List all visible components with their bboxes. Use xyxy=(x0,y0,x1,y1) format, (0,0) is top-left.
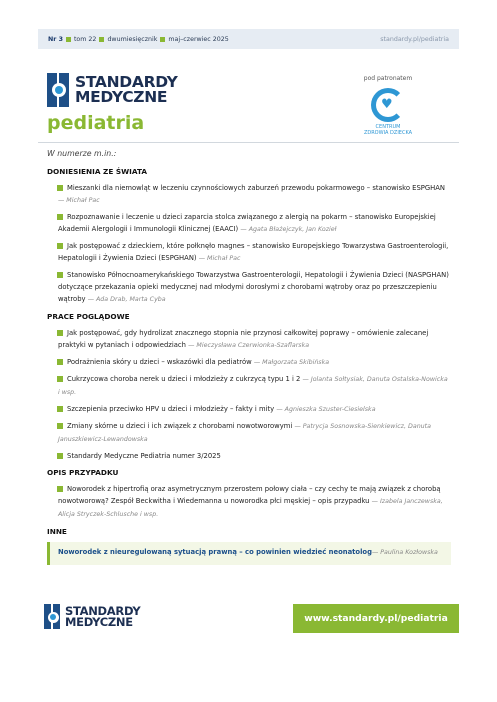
patron-name-line2: ZDROWIA DZIECKA xyxy=(363,130,413,136)
bullet-square-icon xyxy=(57,214,63,220)
section-title: PRACE POGLĄDOWE xyxy=(47,312,130,321)
patronage xyxy=(355,75,421,136)
logo-text: STANDARDY MEDYCZNE xyxy=(75,73,178,106)
bullet-square-icon xyxy=(57,185,63,191)
divider xyxy=(38,142,459,143)
patronage-label: pod patronatem xyxy=(363,75,413,82)
bullet-square-icon xyxy=(57,272,63,278)
site-link[interactable]: standardy.pl/pediatria xyxy=(380,35,449,43)
intro-text: W numerze m.in.: xyxy=(47,149,117,158)
list-item[interactable]: Mieszanki dla niemowląt w leczeniu czynnościowych zaburzeń przewodu pokarmowego – stanowisko ESPGHAN — Michał Pac xyxy=(58,184,446,204)
bullet-square-icon xyxy=(57,243,63,249)
section-title: OPIS PRZYPADKU xyxy=(47,468,119,477)
issue-info xyxy=(48,36,229,43)
journal-title: pediatria xyxy=(47,112,145,134)
list-item[interactable]: Stanowisko Północnoamerykańskiego Towarzystwa Gastroenterologii, Hepatologii i Żywienia Dzieci (NASPGHAN) dotyczące przekazania opieki medycznej nad młodymi dorosłymi z chorobami wątroby oraz po przeszczepieniu wątroby — Ada Drab, Marta Cyba xyxy=(58,271,449,303)
section-title: DONIESIENIA ZE ŚWIATA xyxy=(47,167,148,176)
section-title: INNE xyxy=(47,527,67,536)
bullet-square-icon xyxy=(57,330,63,336)
highlight-box[interactable] xyxy=(47,542,451,565)
bullet-square-icon xyxy=(57,453,63,459)
bullet-square-icon xyxy=(57,359,63,365)
bullet-square-icon xyxy=(57,423,63,429)
volume: tom 22 xyxy=(73,35,97,43)
bullet-square-icon xyxy=(66,37,71,42)
patron-name-line1: CENTRUM xyxy=(375,124,401,130)
issue-number: Nr 3 xyxy=(48,35,63,43)
standardy-logo xyxy=(47,73,178,107)
logo-text: STANDARDY MEDYCZNE xyxy=(65,603,141,629)
list-item[interactable]: Noworodek z hipertrofią oraz asymetrycznym przerostem połowy ciała – czy cechy te mają związek z chorobą nowotworową? Zespół Beckwitha i Wiedemanna u noworodka płci męskiej – opis przypadku — Izabela Janczewska, Alicja Stryczek-Schlusche i wsp. xyxy=(58,485,443,518)
table-of-contents xyxy=(47,149,451,565)
list-item[interactable]: Zmiany skórne u dzieci i ich związek z chorobami nowotworowymi — Patrycja Sosnowska-Sienkiewicz, Danuta Januszkiewicz-Lewandowska xyxy=(58,422,431,443)
website-link[interactable]: www.standardy.pl/pediatria xyxy=(293,604,459,633)
frequency: dwumiesięcznik xyxy=(107,35,158,43)
logo-mark-icon xyxy=(47,73,71,107)
logo-mark-icon xyxy=(44,604,62,629)
header-bar xyxy=(38,29,459,49)
bullet-square-icon xyxy=(57,376,63,382)
footer-logo xyxy=(44,604,140,629)
list-item[interactable]: Standardy Medyczne Pediatria numer 3/2025 xyxy=(47,450,451,462)
list-item[interactable]: Jak postępować z dzieckiem, które połknęło magnes – stanowisko Europejskiego Towarzystwa Gastroenterologii, Hepatologii i Żywienia Dzieci (ESPGHAN) — Michał Pac xyxy=(58,242,449,262)
list-item[interactable]: Jak postępować, gdy hydrolizat znacznego stopnia nie przynosi całkowitej poprawy – omówienie zalecanej praktyki w pytaniach i odpowiedziach — Mieczysława Czerwionka-Szaflarska xyxy=(58,329,429,349)
list-item[interactable]: Cukrzycowa choroba nerek u dzieci i młodzieży z cukrzycą typu 1 i 2 — Jolanta Sołtysiak, Danuta Ostalska-Nowicka i wsp. xyxy=(58,375,448,396)
list-item[interactable]: Podrażnienia skóry u dzieci – wskazówki dla pediatrów — Małgorzata Skibińska xyxy=(47,356,451,369)
highlight-author: — Paulina Kozłowska xyxy=(371,549,438,556)
issue-date: maj–czerwiec 2025 xyxy=(168,35,229,43)
bullet-square-icon xyxy=(57,486,63,492)
highlight-title: Noworodek z nieuregulowaną sytuacją prawną – co powinien wiedzieć neonatolog xyxy=(58,548,372,556)
bullet-square-icon xyxy=(160,37,165,42)
list-item[interactable]: Szczepienia przeciwko HPV u dzieci i młodzieży – fakty i mity — Agnieszka Szuster-Ciesielska xyxy=(47,403,451,416)
bullet-square-icon xyxy=(99,37,104,42)
list-item[interactable]: Rozpoznawanie i leczenie u dzieci zaparcia stolca związanego z alergią na pokarm – stanowisko Europejskiej Akademii Alergologii i Immunologii Klinicznej (EAACI) — Agata Błażejczyk, Jan Kozieł xyxy=(58,213,436,233)
czd-logo-icon: ♥ xyxy=(371,88,405,122)
bullet-square-icon xyxy=(57,406,63,412)
